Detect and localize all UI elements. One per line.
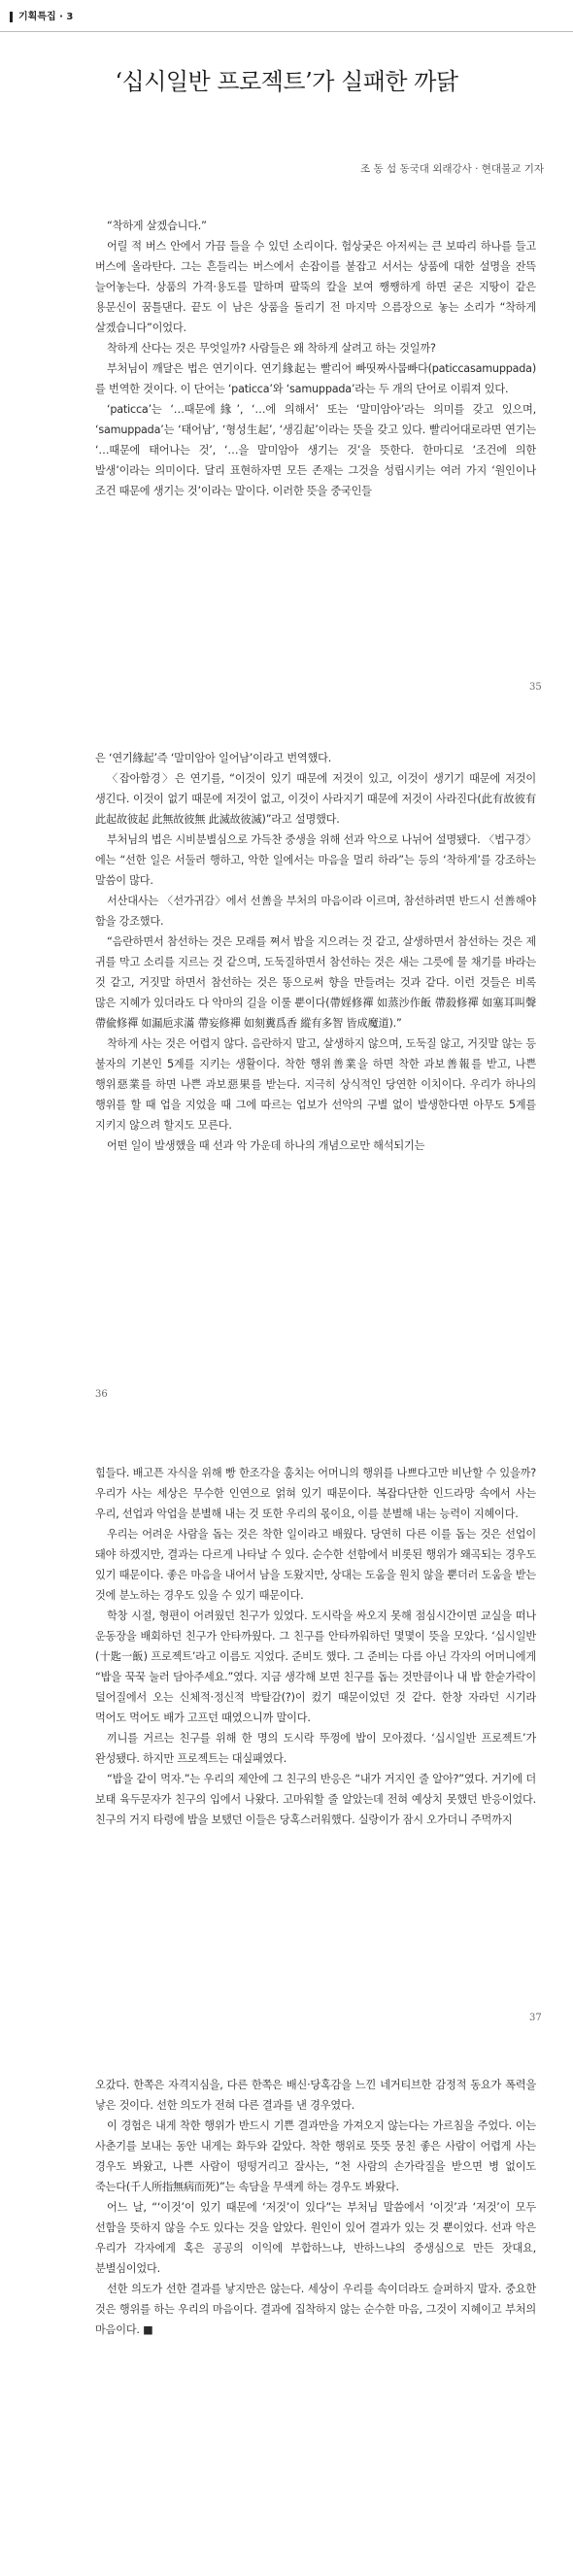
page-37-body — [95, 1463, 536, 1830]
paragraph: 은 ‘연기緣起’즉 ‘말미암아 일어남’이라고 번역했다. — [95, 752, 332, 764]
paragraph: 부처님의 법은 시비분별심으로 가득찬 중생을 위해 선과 악으로 나뉘어 설명됐다. 〈법구경〉에는 “선한 일은 서둘러 행하고, 악한 일에서는 마음을 멀리 하라”는 등의 ‘착하게’를 강조하는 말씀이 많다. — [95, 833, 536, 887]
paragraph: 부처님이 깨달은 법은 연기이다. 연기緣起는 빨리어 빠띳짜사뭅빠다(paticcasamuppada)를 번역한 것이다. 이 단어는 ‘paticca’와 ‘samuppada’라는 두 개의 단어로 이뤄져 있다. — [95, 362, 536, 395]
paragraph: 어느 날, “‘이것’이 있기 때문에 ‘저것’이 있다”는 부처님 말씀에서 ‘이것’과 ‘저것’이 모두 선함을 뜻하지 않을 수도 있다는 것을 알았다. 원인이 있어 결과가 있는 것 뿐이었다. 선과 악은 우리가 각자에게 혹은 공공의 이익에 부합하느냐, 반하느냐의 중생심으로 만든 잣대요, 분별심이었다. — [95, 2201, 536, 2275]
paragraph: 끼니를 거르는 친구를 위해 한 명의 도시락 뚜껑에 밥이 모아졌다. ‘십시일반 프로젝트’가 완성됐다. 하지만 프로젝트는 대실패였다. — [95, 1732, 536, 1765]
paragraph: “착하게 살겠습니다.” — [107, 220, 207, 232]
paragraph: 학창 시절, 형편이 어려웠던 친구가 있었다. 도시락을 싸오지 못해 점심시간이면 교실을 떠나 운동장을 배회하던 친구가 안타까웠다. 그 친구를 안타까워하던 몇몇이 뜻을 모았다. ‘십시일반(十匙一飯) 프로젝트’라고 이름도 지었다. 준비도 했다. 그 준비는 다름 아닌 각자의 어머니에게 “밥을 꾹꾹 눌러 담아주세요.”였다. 지금 생각해 보면 친구를 돕는 것만큼이나 내 밥 한숟가락이 덜어질에서 오는 신체적·정신적 박탈감(?)이 컸기 때문이었던 것 같다. 한창 자라던 시기라 먹어도 먹어도 배가 고프던 때였으니까 말이다. — [95, 1610, 536, 1724]
page-number: 36 — [95, 1389, 108, 1400]
paragraph: 서산대사는 〈선가귀감〉에서 선善을 부처의 마음이라 이르며, 참선하려면 반드시 선善해야 함을 강조했다. — [95, 895, 536, 928]
page-38-body — [95, 2075, 536, 2340]
section-tag: 기획특집 · 3 — [10, 12, 73, 22]
paragraph: 우리는 어려운 사람을 돕는 것은 착한 일이라고 배웠다. 당연히 다른 이를 돕는 것은 선업이 돼야 하겠지만, 결과는 다르게 나타날 수 있다. 순수한 선함에서 비롯된 행위가 왜곡되는 경우도 있기 때문이다. 좋은 마음을 내어서 남을 도왔지만, 상대는 도움을 원치 않을 뿐더러 도움을 받는 것에 분노하는 경우도 있을 수 있기 때문이다. — [95, 1528, 536, 1602]
page-number: 35 — [529, 682, 542, 693]
paragraph: 어릴 적 버스 안에서 가끔 들을 수 있던 소리이다. 험상궂은 아저씨는 큰 보따리 하나를 들고 버스에 올라탄다. 그는 흔들리는 버스에서 손잡이를 붙잡고 서서는 상품에 대한 설명을 잔뜩 늘어놓는다. 상품의 가격·용도를 말하며 팔뚝의 칼을 보여 쨍쨍하게 하면 굳은 지땅이 같은 용문신이 꿈틀댄다. 끝도 이 남은 상품을 돌리기 전 마지막 으름장으로 놓는 소리가 “착하게 살겠습니다”이었다. — [95, 240, 536, 334]
header-rule — [0, 31, 573, 32]
paragraph: 어떤 일이 발생했을 때 선과 악 가운데 하나의 개념으로만 해석되기는 — [107, 1139, 425, 1152]
paragraph: ‘paticca’는 ‘…때문에緣’, ‘…에 의해서’ 또는 ‘말미암아’라는 의미를 갖고 있으며, ‘samuppada’는 ‘태어남’, ‘형성生起’, ‘생김起’이라는 뜻을 갖고 있다. 빨리어대로라면 연기는 ‘…때문에 태어나는 것’, ‘…을 말미암아 생기는 것’을 뜻한다. 한마디로 ‘조건에 의한 발생’이라는 의미이다. 달리 표현하자면 모든 존재는 그것을 성립시키는 여러 가지 ‘원인이나 조건 때문에 생기는 것’이라는 말이다. 이러한 뜻을 중국인들 — [95, 403, 536, 497]
article-title: ‘십시일반 프로젝트’가 실패한 까닭 — [115, 68, 458, 95]
paragraph: 착하게 사는 것은 어렵지 않다. 음란하지 말고, 살생하지 않으며, 도둑질 않고, 거짓말 않는 등 불자의 기본인 5계를 지키는 생활이다. 착한 행위善業을 하면 착한 과보善報를 받고, 나쁜 행위惡業를 하면 나쁜 과보惡果를 받는다. 지극히 상식적인 당연한 이치이다. 우리가 하나의 행위를 할 때 업을 지었을 때 그에 따르는 업보가 선악의 구별 없이 발생한다면 아무도 5계를 지키지 않으려 할지도 모른다. — [95, 1037, 536, 1132]
page-36-body — [95, 748, 536, 1156]
paragraph: 이 경험은 내게 착한 행위가 반드시 기쁜 결과만을 가져오지 않는다는 가르침을 주었다. 이는 사춘기를 보내는 동안 내게는 화두와 같았다. 착한 행위로 뜻뜻 뭉친 좋은 사람이 어렵게 사는 경우도 봐왔고, 나쁜 사람이 떵떵거리고 잘사는, “천 사람의 손가락질을 받으면 병 없이도 죽는다(千人所指無病而死)”는 속담을 무색케 하는 경우도 봐왔다. — [95, 2119, 536, 2193]
paragraph: 선한 의도가 선한 결과를 낳지만은 않는다. 세상이 우리를 속이더라도 슬퍼하지 말자. 중요한 것은 행위를 하는 우리의 마음이다. 결과에 집착하지 않는 순수한 마음, 그것이 지혜이고 부처의 마음이다. ■ — [95, 2283, 536, 2336]
paragraph: “밥을 같이 먹자.”는 우리의 제안에 그 친구의 반응은 “내가 거지인 줄 알아?”였다. 거기에 더 보태 육두문자가 친구의 입에서 나왔다. 고마워할 줄 알았는데 전혀 예상치 못했던 반응이었다. 친구의 거지 타령에 밥을 보탰던 이들은 당혹스러워했다. 실랑이가 잠시 오가더니 주먹까지 — [95, 1773, 536, 1826]
page-number: 37 — [529, 2013, 542, 2023]
page-35-body — [95, 216, 536, 501]
paragraph: 힘들다. 배고픈 자식을 위해 빵 한조각을 훔치는 어머니의 행위를 나쁘다고만 비난할 수 있을까? 우리가 사는 세상은 무수한 인연으로 얽혀 있기 때문이다. 복잡다단한 인드라망 속에서 사는 우리, 선업과 악업을 분별해 내는 것 또한 우리의 몫이요, 이를 분별해 내는 능력이 지혜이다. — [95, 1467, 536, 1520]
paragraph: 착하게 산다는 것은 무엇일까? 사람들은 왜 착하게 살려고 하는 것일까? — [107, 342, 436, 355]
paragraph: 오갔다. 한쪽은 자격지심을, 다른 한쪽은 배신·당혹감을 느낀 네거티브한 감정적 동요가 폭력을 낳은 것이다. 선한 의도가 전혀 다른 결과를 낸 경우였다. — [95, 2079, 536, 2112]
paragraph: 〈잡아함경〉은 연기를, “이것이 있기 때문에 저것이 있고, 이것이 생기기 때문에 저것이 생긴다. 이것이 없기 때문에 저것이 없고, 이것이 사라지기 때문에 저것이 사라진다(此有故彼有 此起故彼起 此無故彼無 此滅故彼滅)”라고 설명했다. — [95, 772, 536, 826]
paragraph: “음란하면서 참선하는 것은 모래를 쪄서 밥을 지으려는 것 같고, 살생하면서 참선하는 것은 제 귀를 막고 소리를 지르는 것 같으며, 도둑질하면서 참선하는 것은 새는 그릇에 물 채기를 바라는 것 같고, 거짓말 하면서 참선하는 것은 똥으로써 향을 만들려는 것과 같다. 이런 것들은 비록 많은 지혜가 있더라도 다 악마의 길을 이룰 뿐이다(帶婬修禪 如蒸沙作飯 帶殺修禪 如塞耳叫聲 帶偸修禪 如漏巵求滿 帶妄修禪 如刻糞爲香 縱有多智 皆成魔道).” — [95, 935, 536, 1030]
byline: 조 동 섭 동국대 외래강사 · 현대불교 기자 — [360, 163, 544, 175]
